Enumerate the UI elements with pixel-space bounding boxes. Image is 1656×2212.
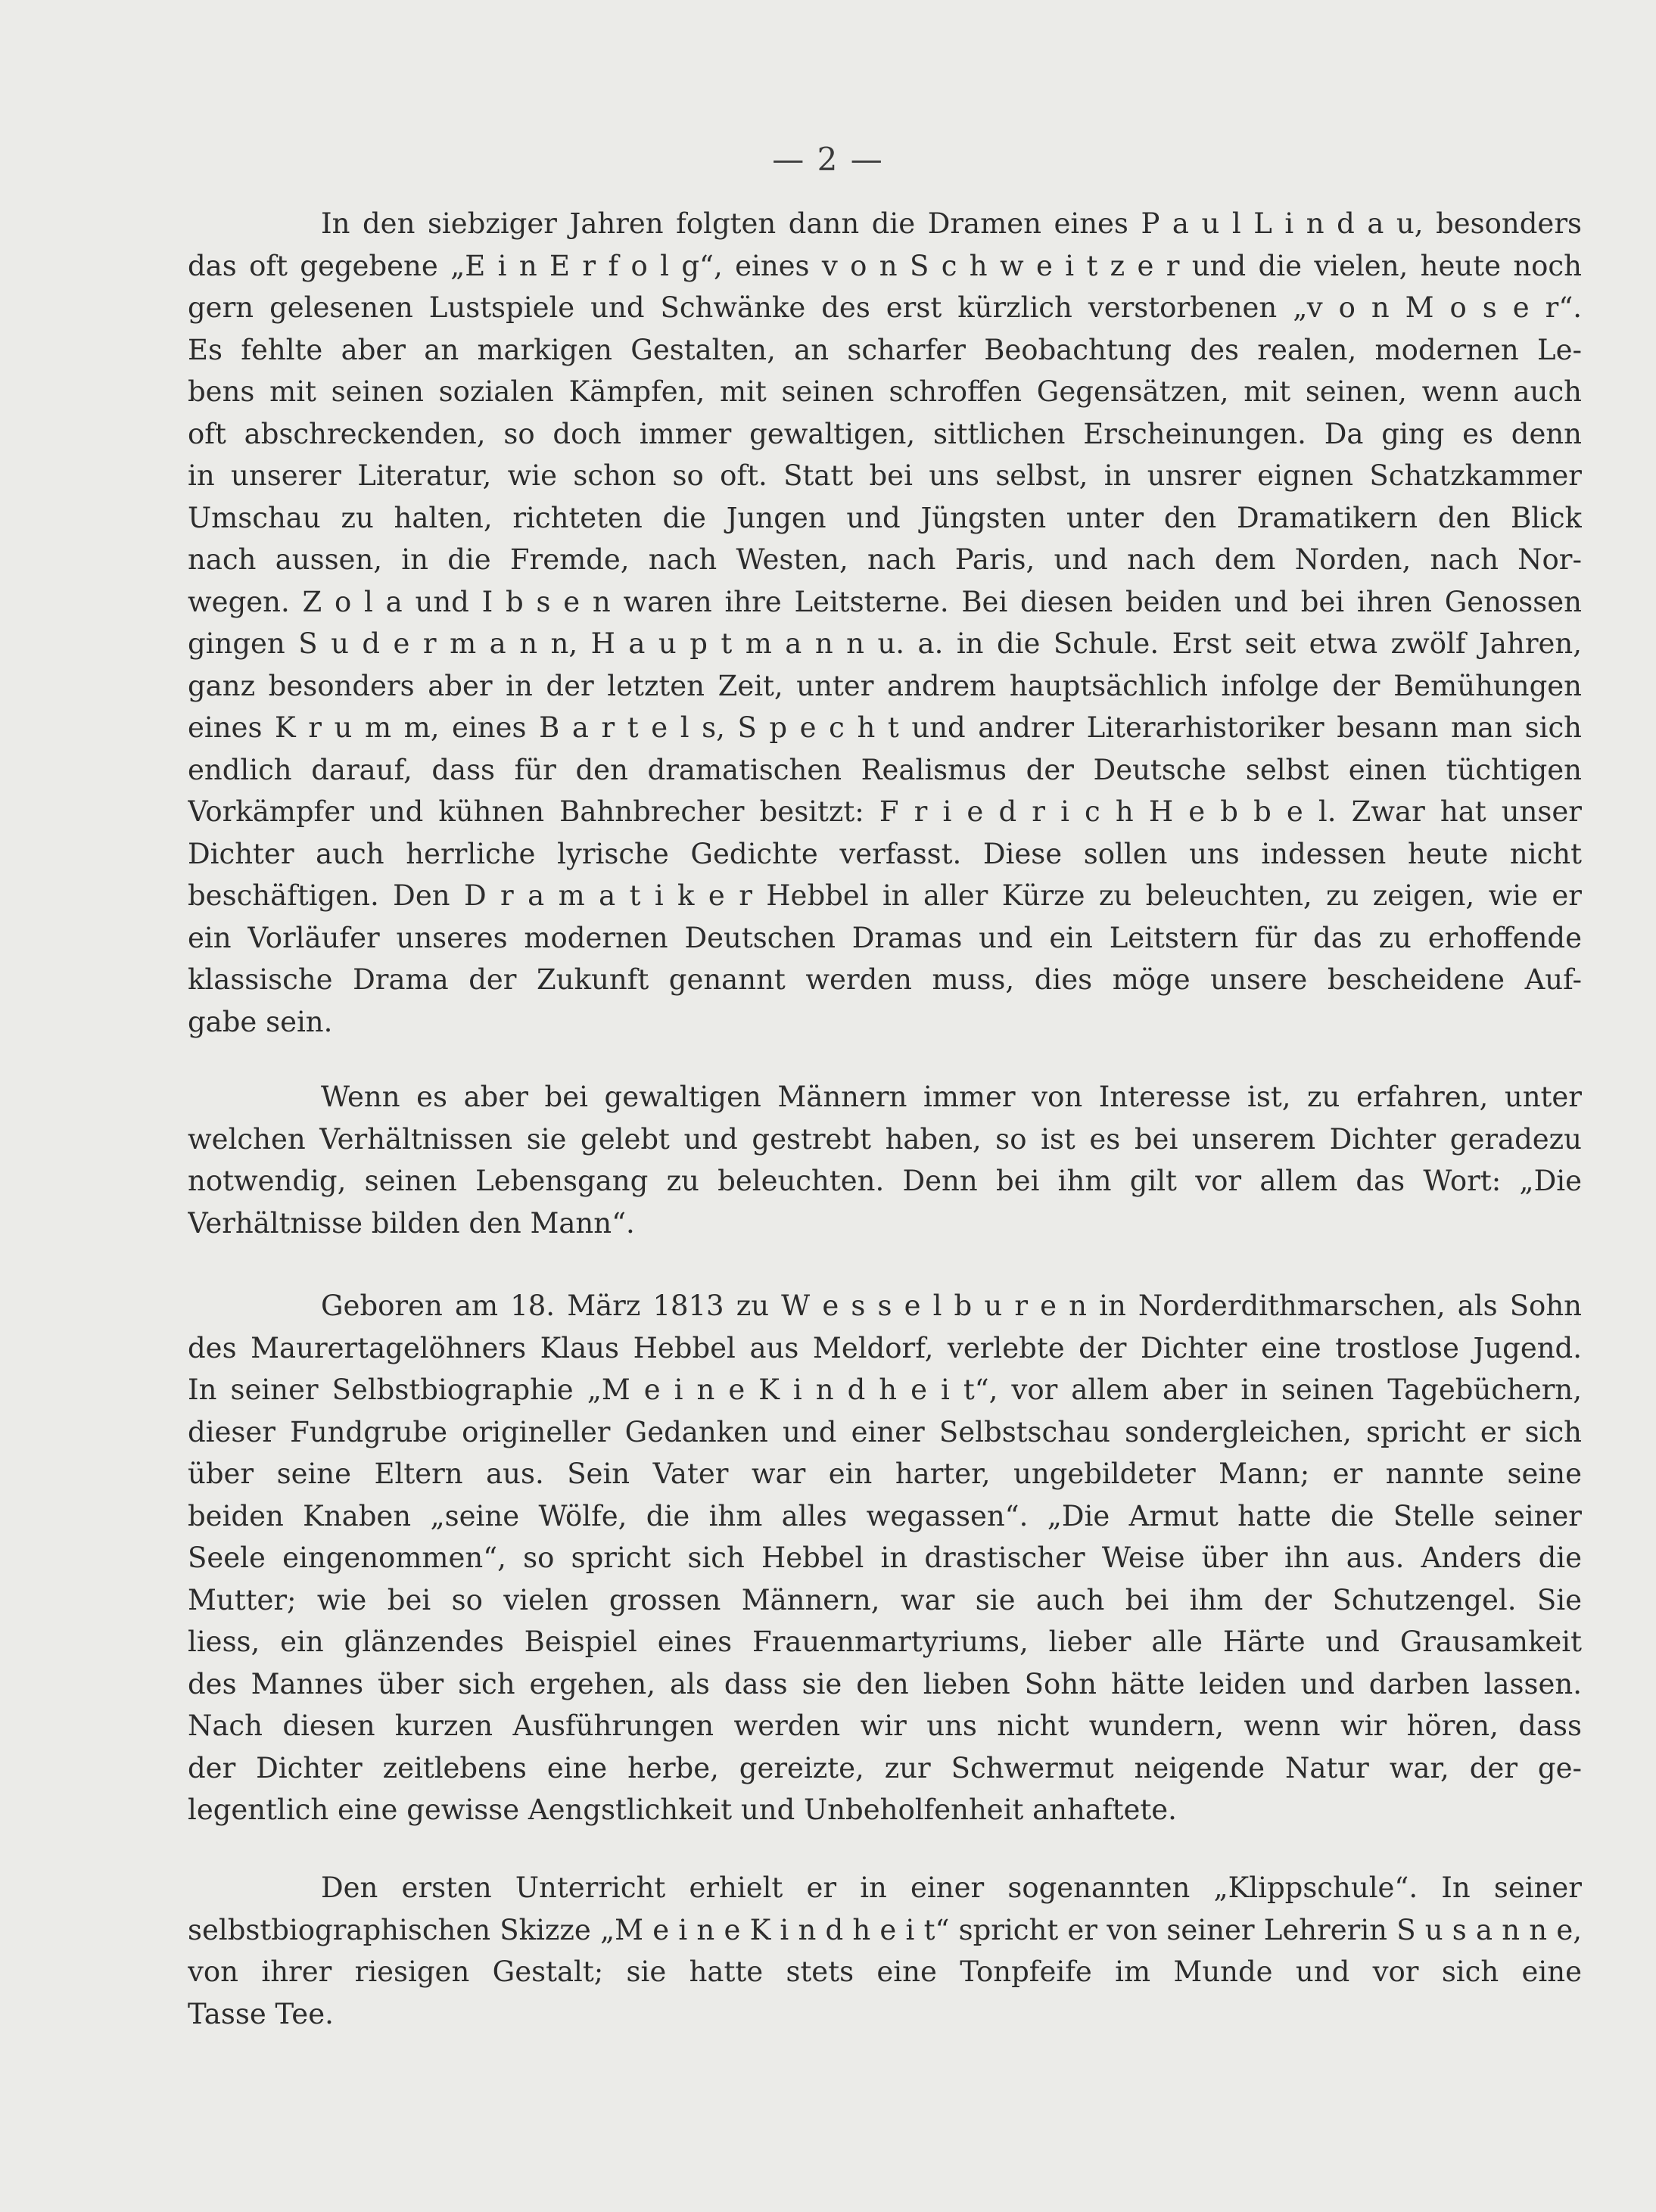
text-line: des Maurertagelöhners Klaus Hebbel aus Meldorf, verlebte der Dichter eine trostlose Jugend. (188, 1331, 1582, 1364)
text-line: Umschau zu halten, richteten die Jungen und Jüngsten unter den Dramatikern den Blick (188, 501, 1582, 534)
text-line: der Dichter zeitlebens eine herbe, gereizte, zur Schwermut neigende Natur war, der ge- (188, 1751, 1582, 1784)
text-line: welchen Verhältnissen sie gelebt und gestrebt haben, so ist es bei unserem Dichter geradezu (188, 1122, 1582, 1156)
text-line: Mutter; wie bei so vielen grossen Männern, war sie auch bei ihm der Schutzengel. Sie (188, 1583, 1582, 1616)
text-line: dieser Fundgrube origineller Gedanken und einer Selbstschau sondergleichen, spricht er sich (188, 1415, 1582, 1448)
paragraph-1 (188, 203, 1582, 1043)
text-line: über seine Eltern aus. Sein Vater war ein harter, ungebildeter Mann; er nannte seine (188, 1458, 1582, 1490)
text-line: beschäftigen. Den D r a m a t i k e r Hebbel in aller Kürze zu beleuchten, zu zeigen, wie er (188, 879, 1582, 912)
text-line: nach aussen, in die Fremde, nach Westen, nach Paris, und nach dem Norden, nach Nor- (188, 543, 1582, 576)
text-line: wegen. Z o l a und I b s e n waren ihre Leitsterne. Bei diesen beiden und bei ihren Genossen (188, 585, 1582, 618)
text-line: oft abschreckenden, so doch immer gewaltigen, sittlichen Erscheinungen. Da ging es denn (188, 417, 1582, 450)
text-line: von ihrer riesigen Gestalt; sie hatte stets eine Tonpfeife im Munde und vor sich eine (188, 1955, 1582, 1988)
text-line: Geboren am 18. März 1813 zu W e s s e l b u r e n in Norderdithmarschen, als Sohn (321, 1290, 1582, 1322)
paragraph-2 (188, 1076, 1582, 1244)
text-line: gingen S u d e r m a n n, H a u p t m a n n u. a. in die Schule. Erst seit etwa zwölf Jahren, (188, 627, 1582, 660)
text-line: beiden Knaben „seine Wölfe, die ihm alles wegassen“. „Die Armut hatte die Stelle seiner (188, 1499, 1582, 1532)
paragraph-3 (188, 1285, 1582, 1831)
page-number: — 2 — (772, 141, 884, 178)
text-line: Es fehlte aber an markigen Gestalten, an scharfer Beobachtung des realen, modernen Le- (188, 333, 1582, 366)
text-line: eines K r u m m, eines B a r t e l s, S p e c h t und andrer Literarhistoriker besann man sich (188, 711, 1582, 744)
text-line: selbstbiographischen Skizze „M e i n e K i n d h e i t“ spricht er von seiner Lehrerin S u s a n n e, (188, 1913, 1582, 1946)
text-line: das oft gegebene „E i n E r f o l g“, eines v o n S c h w e i t z e r und die vielen, heute noch (188, 249, 1582, 282)
text-line: klassische Drama der Zukunft genannt werden muss, dies möge unsere bescheidene Auf- (188, 963, 1582, 996)
text-line: Verhältnisse bilden den Mann“. (188, 1206, 635, 1240)
text-line: Tasse Tee. (188, 1997, 334, 2030)
text-line: Vorkämpfer und kühnen Bahnbrecher besitzt: F r i e d r i c h H e b b e l. Zwar hat unser (188, 795, 1582, 828)
text-line: ein Vorläufer unseres modernen Deutschen Dramas und ein Leitstern für das zu erhoffende (188, 921, 1582, 954)
text-line: liess, ein glänzendes Beispiel eines Frauenmartyriums, lieber alle Härte und Grausamkeit (188, 1626, 1582, 1658)
text-line: Den ersten Unterricht erhielt er in einer sogenannten „Klippschule“. In seiner (321, 1871, 1582, 1904)
text-line: in unserer Literatur, wie schon so oft. Statt bei uns selbst, in unsrer eignen Schatzkammer (188, 459, 1582, 492)
text-line: Wenn es aber bei gewaltigen Männern immer von Interesse ist, zu erfahren, unter (321, 1081, 1582, 1113)
text-line: gabe sein. (188, 1005, 333, 1038)
text-line: gern gelesenen Lustspiele und Schwänke des erst kürzlich verstorbenen „v o n M o s e r“. (188, 291, 1582, 324)
text-line: ganz besonders aber in der letzten Zeit, unter andrem hauptsächlich infolge der Bemühungen (188, 669, 1582, 702)
text-line: legentlich eine gewisse Aengstlichkeit und Unbeholfenheit anhaftete. (188, 1794, 1177, 1826)
text-line: bens mit seinen sozialen Kämpfen, mit seinen schroffen Gegensätzen, mit seinen, wenn auch (188, 375, 1582, 408)
text-line: In den siebziger Jahren folgten dann die Dramen eines P a u l L i n d a u, besonders (321, 207, 1582, 240)
text-line: endlich darauf, dass für den dramatischen Realismus der Deutsche selbst einen tüchtigen (188, 753, 1582, 786)
text-line: notwendig, seinen Lebensgang zu beleuchten. Denn bei ihm gilt vor allem das Wort: „Die (188, 1165, 1582, 1197)
text-line: Dichter auch herrliche lyrische Gedichte verfasst. Diese sollen uns indessen heute nicht (188, 837, 1582, 870)
text-line: Seele eingenommen“, so spricht sich Hebbel in drastischer Weise über ihn aus. Anders die (188, 1542, 1582, 1574)
paragraph-4 (188, 1867, 1582, 2035)
text-line: des Mannes über sich ergehen, als dass sie den lieben Sohn hätte leiden und darben lassen. (188, 1667, 1582, 1700)
text-line: In seiner Selbstbiographie „M e i n e K i n d h e i t“, vor allem aber in seinen Tagebüchern, (188, 1374, 1582, 1406)
text-line: Nach diesen kurzen Ausführungen werden wir uns nicht wundern, wenn wir hören, dass (188, 1710, 1582, 1742)
